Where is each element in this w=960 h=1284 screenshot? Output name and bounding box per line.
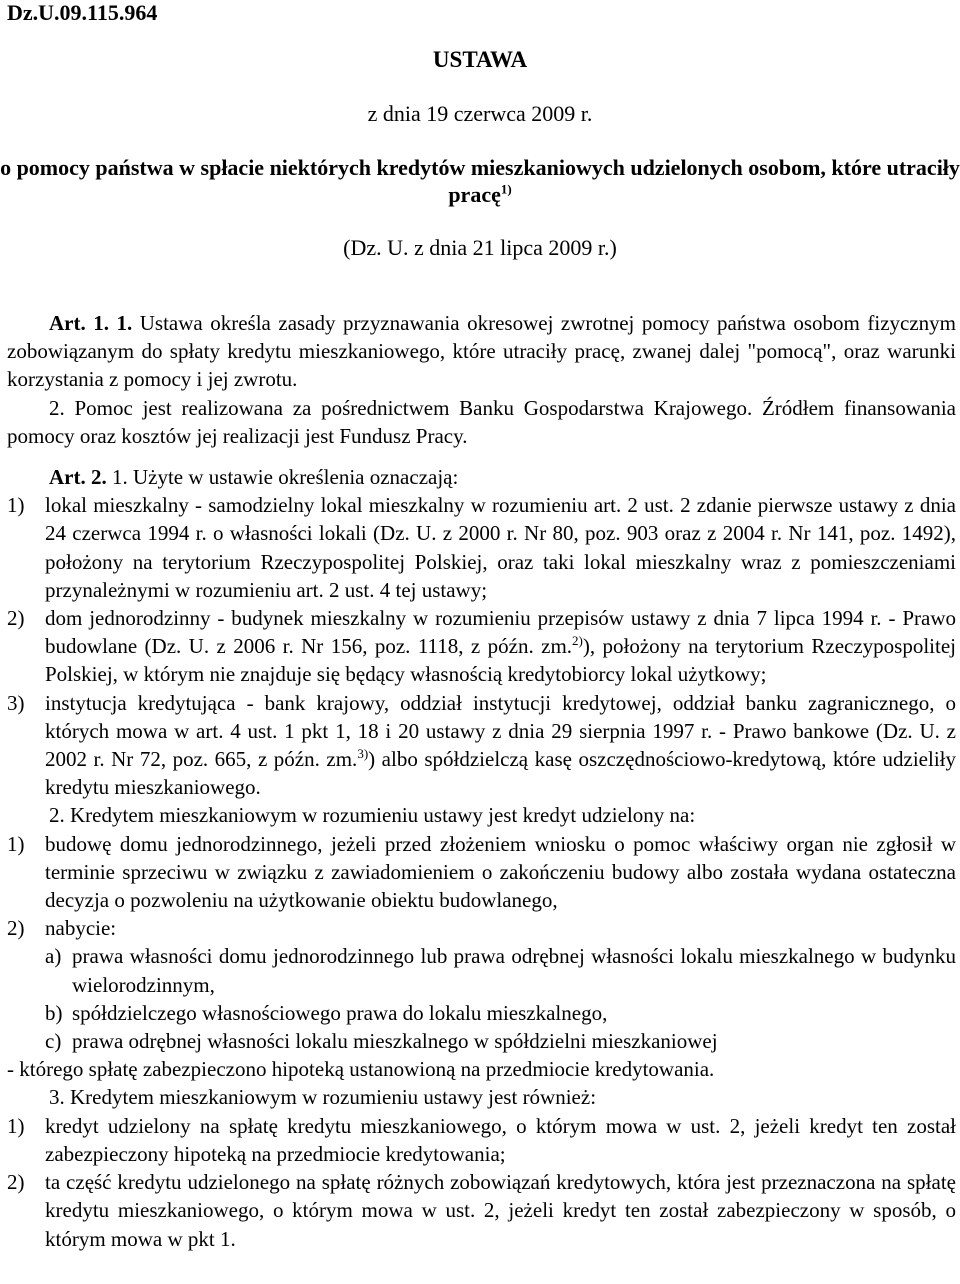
sub-list-item-letter: a) xyxy=(45,944,62,969)
footnote-ref: 1) xyxy=(500,181,512,197)
sub-list-item xyxy=(7,999,956,1027)
list-item xyxy=(7,491,956,604)
list-item xyxy=(7,830,956,915)
list-item xyxy=(7,1112,956,1168)
document-id: Dz.U.09.115.964 xyxy=(7,0,158,25)
document-body xyxy=(7,309,956,1253)
publication-info: (Dz. U. z dnia 21 lipca 2009 r.) xyxy=(343,235,617,260)
list-item-number: 2) xyxy=(7,606,25,631)
sub-list-item xyxy=(7,942,956,998)
art1-label: Art. 1. xyxy=(49,311,109,335)
list-item-text xyxy=(45,689,956,802)
list-item xyxy=(7,604,956,689)
act-subject-text: o pomocy państwa w spłacie niektórych kredytów mieszkaniowych udzielonych osobom, które utraciły pracę xyxy=(0,155,960,207)
sub-list-item-letter: c) xyxy=(45,1029,62,1054)
list-item-text-part: ), położony na terytorium Rzeczypospolitej Polskiej, w którym nie znajduje się będący własnością kredytobiorcy lokal użytkowy; xyxy=(45,634,956,687)
list-item-text: budowę domu jednorodzinnego, jeżeli przed złożeniem wniosku o pomoc właściwy organ nie zgłosił w terminie sprzeciwu w związku z zawiadomieniem o zakończeniu budowy albo została wydana ostateczna decyzja o pozwoleniu na użytkowanie obiektu budowlanego, xyxy=(45,831,956,913)
list-item-text-part: dom jednorodzinny - budynek mieszkalny w rozumieniu przepisów ustawy z dnia 7 lipca 1994 r. - Prawo budowlane (Dz. U. z 2006 r. Nr 156, poz. 1118, z późn. zm. xyxy=(45,606,956,659)
list-item-text: nabycie: xyxy=(45,916,117,941)
art2-paragraph-3-intro: 3. Kredytem mieszkaniowym w rozumieniu ustawy jest również: xyxy=(49,1085,597,1110)
act-title: USTAWA xyxy=(432,47,528,72)
sub-list-item-letter: b) xyxy=(45,1000,63,1025)
list-item-number: 2) xyxy=(7,916,25,941)
footnote-ref: 3) xyxy=(357,746,369,762)
sub-list-item-text: prawa własności domu jednorodzinnego lub prawa odrębnej własności lokalu mieszkalnego w budynku wielorodzinnym, xyxy=(72,944,956,997)
list-item xyxy=(7,689,956,802)
art1-p1-text: Ustawa określa zasady przyznawania okresowej zwrotnej pomocy państwa osobom fizycznym zobowiązanym do spłaty kredytu mieszkaniowego, które utraciły pracę, zwanej dalej "pomocą", oraz warunki korzystania z pomocy i jej zwrotu. xyxy=(7,311,957,392)
art1-paragraph-2: 2. Pomoc jest realizowana za pośrednictwem Banku Gospodarstwa Krajowego. Źródłem finansowania pomocy oraz kosztów jej realizacji jest Fundusz Pracy. xyxy=(7,395,956,448)
list-item-number: 2) xyxy=(7,1170,25,1195)
list-item xyxy=(7,914,956,942)
art2-label: Art. 2. xyxy=(49,465,107,490)
list-item-text xyxy=(45,604,956,689)
art2-p1-intro: 1. Użyte w ustawie określenia oznaczają: xyxy=(106,465,459,490)
list-item xyxy=(7,1168,956,1253)
list-item-text: ta część kredytu udzielonego na spłatę różnych zobowiązań kredytowych, która jest przeznaczona na spłatę kredytu mieszkaniowego, o którym mowa w ust. 2, jeżeli kredyt ten został zabezpieczony w sposób, o którym mowa w pkt 1. xyxy=(45,1170,956,1251)
footnote-ref: 2) xyxy=(572,633,583,649)
list-item-number: 1) xyxy=(7,1113,25,1138)
list-item-number: 3) xyxy=(7,690,25,715)
list-item-text-part: ) albo spółdzielczą kasę oszczędnościowo-kredytową, które udzieliły kredytu mieszkaniowego. xyxy=(45,747,956,800)
list-item-number: 1) xyxy=(7,831,25,856)
list-item-number: 1) xyxy=(7,493,25,518)
sub-list-item xyxy=(7,1027,956,1055)
art1-p1-number: 1. xyxy=(108,311,133,335)
list-item-text: kredyt udzielony na spłatę kredytu mieszkaniowego, o którym mowa w ust. 2, jeżeli kredyt ten został zabezpieczony hipoteką na przedmiocie kredytowania; xyxy=(45,1113,956,1166)
act-date: z dnia 19 czerwca 2009 r. xyxy=(367,101,593,126)
sub-list-item-text: prawa odrębnej własności lokalu mieszkalnego w spółdzielni mieszkaniowej xyxy=(72,1029,718,1054)
act-subject xyxy=(0,154,960,208)
art2-paragraph-2-closing: - którego spłatę zabezpieczono hipoteką ustanowioną na przedmiocie kredytowania. xyxy=(7,1057,715,1082)
art2-paragraph-2-intro: 2. Kredytem mieszkaniowym w rozumieniu ustawy jest kredyt udzielony na: xyxy=(49,803,696,828)
art2-paragraph-1-intro xyxy=(7,463,956,491)
list-item-text: lokal mieszkalny - samodzielny lokal mieszkalny w rozumieniu art. 2 ust. 2 zdanie pierwsze ustawy z dnia 24 czerwca 1994 r. o własności lokali (Dz. U. z 2000 r. Nr 80, poz. 903 oraz z 2004 r. Nr 141, poz. 1492), położony na terytorium Rzeczypospolitej Polskiej, oraz taki lokal mieszkalny wraz z pomieszczeniami przynależnymi w rozumieniu art. 2 ust. 4 tej ustawy; xyxy=(45,493,956,602)
sub-list-item-text: spółdzielczego własnościowego prawa do lokalu mieszkalnego, xyxy=(72,1000,608,1025)
list-item-text-part: instytucja kredytująca - bank krajowy, oddział instytucji kredytowej, oddział banku zagranicznego, o których mowa w art. 4 ust. 1 pkt 1, 18 i 20 ustawy z dnia 29 sierpnia 1997 r. - Prawo bankowe (Dz. U. z 2002 r. Nr 72, poz. 665, z późn. zm. xyxy=(45,690,956,772)
art1-paragraph-1 xyxy=(7,309,956,394)
